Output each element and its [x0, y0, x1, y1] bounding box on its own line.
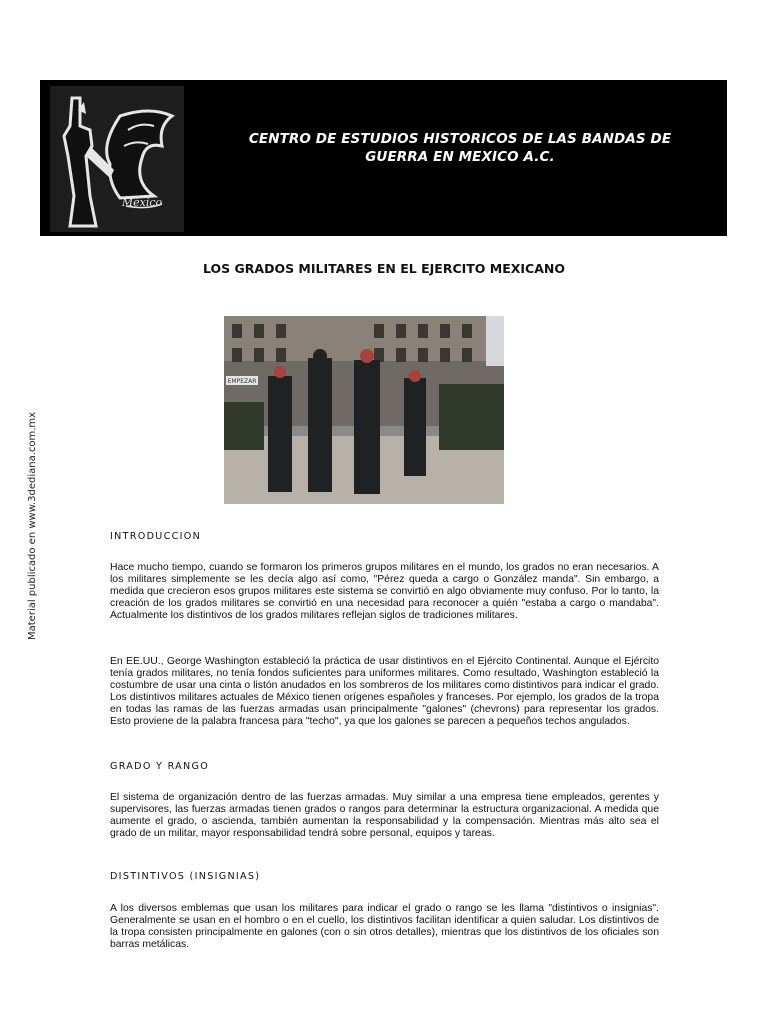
- section-heading-introduccion: INTRODUCCION: [110, 531, 202, 542]
- photo-sign-text: EMPEZAR: [227, 378, 257, 385]
- paragraph-introduccion: Hace mucho tiempo, cuando se formaron los primeros grupos militares en el mundo, los grados no eran necesarios. A los militares simplemente se les decía algo así como, "Pérez queda a cargo o González manda". Sin embargo, a medida que crecieron esos grupos militares este sistema se convirtió en algo obviamente muy confuso. Por lo tanto, la creación de los grados militares se convirtió en una necesidad para reconocer a quién "estaba a cargo o mandaba". Actualmente los distintivos de los grados militares reflejan siglos de tradiciones militares.: [110, 562, 659, 622]
- document-title: LOS GRADOS MILITARES EN EL EJERCITO MEXICANO: [203, 261, 565, 276]
- organization-name-line1: CENTRO DE ESTUDIOS HISTORICOS DE LAS BANDAS DE: [248, 131, 672, 147]
- header-banner: [40, 80, 727, 236]
- paragraph-washington: En EE.UU., George Washington estableció la práctica de usar distintivos en el Ejército Continental. Aunque el Ejército tenía grados militares, no tenía fondos suficientes para uniformes militares. Como resultado, Washington estableció la costumbre de usar una cinta o listón anudados en los sombreros de los militares como distintivos para indicar el grado. Los distintivos militares actuales de México tienen orígenes españoles y franceses. Por ejemplo, los grados de la tropa en todas las ramas de las fuerzas armadas usan principalmente "galones" (chevrons) para representar los grados. Esto proviene de la palabra francesa para "techo", ya que los galones se parecen a pequeños techos angulados.: [110, 656, 659, 728]
- paragraph-distintivos: A los diversos emblemas que usan los militares para indicar el grado o rango se les llama "distintivos o insignias". Generalmente se usan en el hombro o en el cuello, los distintivos facilitan identificar a quien saludar. Los distintivos de la tropa consisten principalmente en galones (con o sin otros detalles), mientras que los distintivos de los oficiales son barras metálicas.: [110, 903, 659, 951]
- publication-source-note: Material publicado en www.3dediana.com.mx: [27, 411, 38, 640]
- paragraph-grado-y-rango: El sistema de organización dentro de las fuerzas armadas. Muy similar a una empresa tiene empleados, gerentes y supervisores, las fuerzas armadas tienen grados o rangos para determinar la estructura organizacional. A medida que aumente el grado, o ascienda, también aumentan la responsabilidad y la compensación. Mientras más alto sea el grado de un militar, mayor responsabilidad tendrá sobre personal, equipos y tareas.: [110, 792, 659, 840]
- organization-name: [210, 130, 710, 166]
- logo-text: México: [121, 196, 163, 209]
- section-heading-grado-y-rango: GRADO Y RANGO: [110, 761, 210, 772]
- military-salute-photo: [224, 316, 504, 504]
- eagle-bugle-logo-icon: [50, 86, 184, 232]
- organization-logo: [50, 86, 184, 232]
- section-heading-distintivos: DISTINTIVOS (INSIGNIAS): [110, 871, 261, 882]
- organization-name-line2: GUERRA EN MEXICO A.C.: [365, 149, 555, 165]
